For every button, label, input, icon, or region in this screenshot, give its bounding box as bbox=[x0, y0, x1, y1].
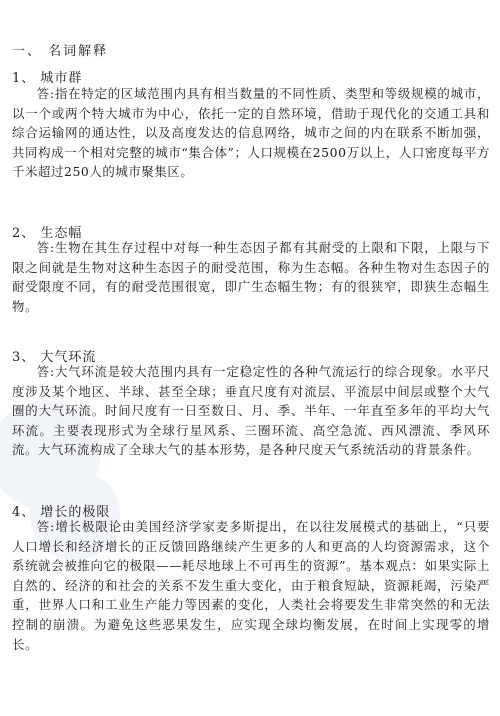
document-heading: 一、 名词解释 bbox=[12, 44, 109, 59]
section-4-text: 答:增长极限论由美国经济学家麦多斯提出，在以往发展模式的基础上，“只要人口增长和经济增长的正反馈回路继续产生更多的人和更高的人均资源需求，这个系统就会被推向它的极限——耗尽地球上不可再生的资源”。基本观点：如果实际上自然的、经济的和社会的关系不发生重大变化，由于粮食短缺，资源耗竭，污染严重，世界人口和工业生产能力等因素的变化，人类社会将要发生非常突然的和无法控制的崩溃。为避免这些恶果发生，应实现全球均衡发展，在时间上实现零的增长。 bbox=[12, 519, 490, 652]
section-2-title: 2、 生态幅 bbox=[12, 226, 83, 241]
section-1-text: 答:指在特定的区域范围内具有相当数量的不同性质、类型和等级规模的城市，以一个或两个特大城市为中心，依托一定的自然环境，借助于现代化的交通工具和综合运输网的通达性，以及高度发达的信息网络，城市之间的内在联系不断加强，共同构成一个相对完整的城市“集合体”；人口规模在2500万以上，人口密度每平方千米超过250人的城市聚集区。 bbox=[12, 86, 490, 180]
section-3-text: 答:大气环流是较大范围内具有一定稳定性的各种气流运行的综合现象。水平尺度涉及某个地区、半球、甚至全球；垂直尺度有对流层、平流层中间层或整个大气圈的大气环流。时间尺度有一日至数日、月、季、半年、一年直至多年的平均大气环流。主要表现形式为全球行星风系、三圈环流、高空急流、西风漂流、季风环流。大气环流构成了全球大气的基本形势，是各种尺度天气系统活动的背景条件。 bbox=[12, 364, 490, 458]
section-1-title: 1、 城市群 bbox=[12, 71, 83, 86]
section-2-text: 答:生物在其生存过程中对每一种生态因子都有其耐受的上限和下限，上限与下限之间就是生物对这种生态因子的耐受范围，称为生态幅。各种生物对生态因子的耐受限度不同，有的耐受范围很宽，即广生态幅生物；有的很狭窄，即狭生态幅生物。 bbox=[12, 240, 490, 314]
section-4-title: 4、 增长的极限 bbox=[12, 505, 111, 520]
section-3-title: 3、 大气环流 bbox=[12, 350, 97, 365]
